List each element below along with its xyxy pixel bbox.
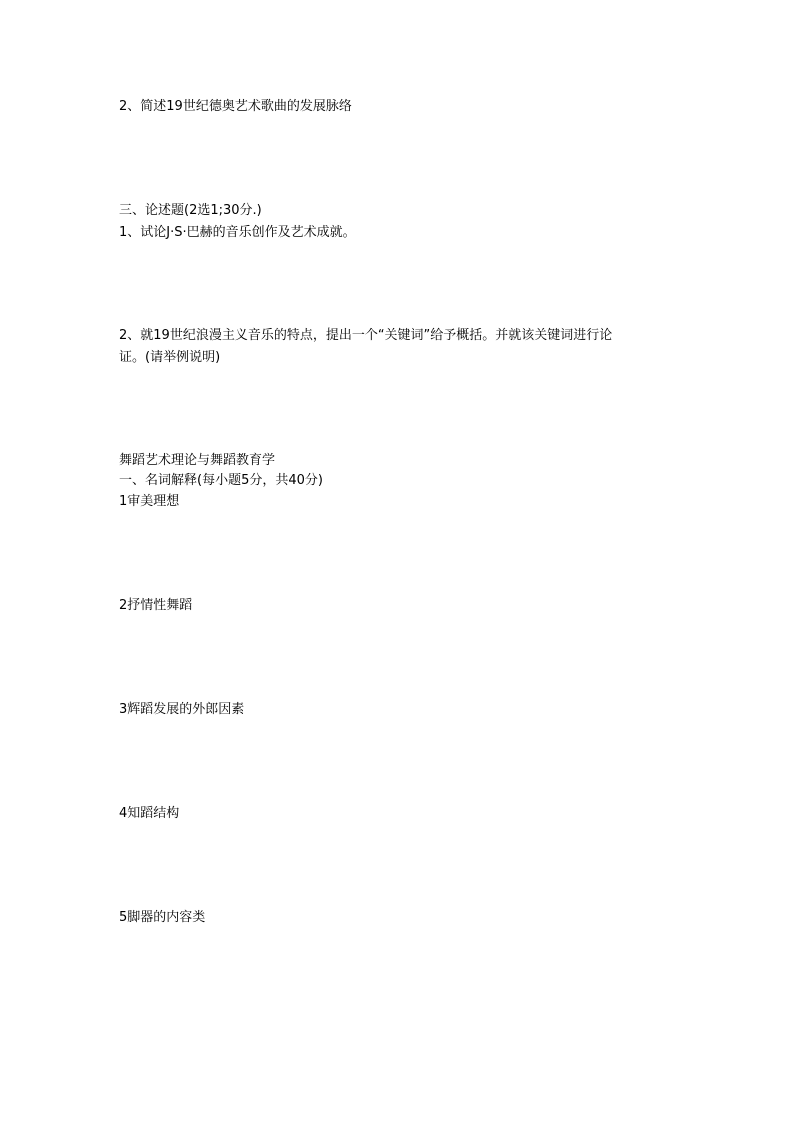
question-2-romanticism: 2、就19世纪浪漫主义音乐的特点，提出一个“关键词”给予概括。并就该关键词进行论 <box>119 328 613 343</box>
term-2: 2抒情性舞蹈 <box>119 598 193 613</box>
term-1: 1审美理想 <box>119 494 180 509</box>
subject-title-dance: 舞蹈艺术理论与舞蹈教育学 <box>119 453 276 468</box>
term-4: 4知蹈结构 <box>119 806 180 821</box>
question-2-art-song: 2、简述19世纪德奥艺术歌曲的发展脉络 <box>119 99 352 114</box>
section-1-heading: 一、名词解释(每小题5分，共40分) <box>119 473 323 488</box>
question-1-bach: 1、试论J·S·巴赫的音乐创作及艺术成就。 <box>119 225 356 240</box>
section-3-heading: 三、论述题(2选1;30分.) <box>119 203 262 218</box>
term-5: 5脚器的内容类 <box>119 910 206 925</box>
question-2-romanticism-cont: 证。(请举例说明) <box>119 350 221 365</box>
term-3: 3辉蹈发展的外郎因素 <box>119 702 245 717</box>
